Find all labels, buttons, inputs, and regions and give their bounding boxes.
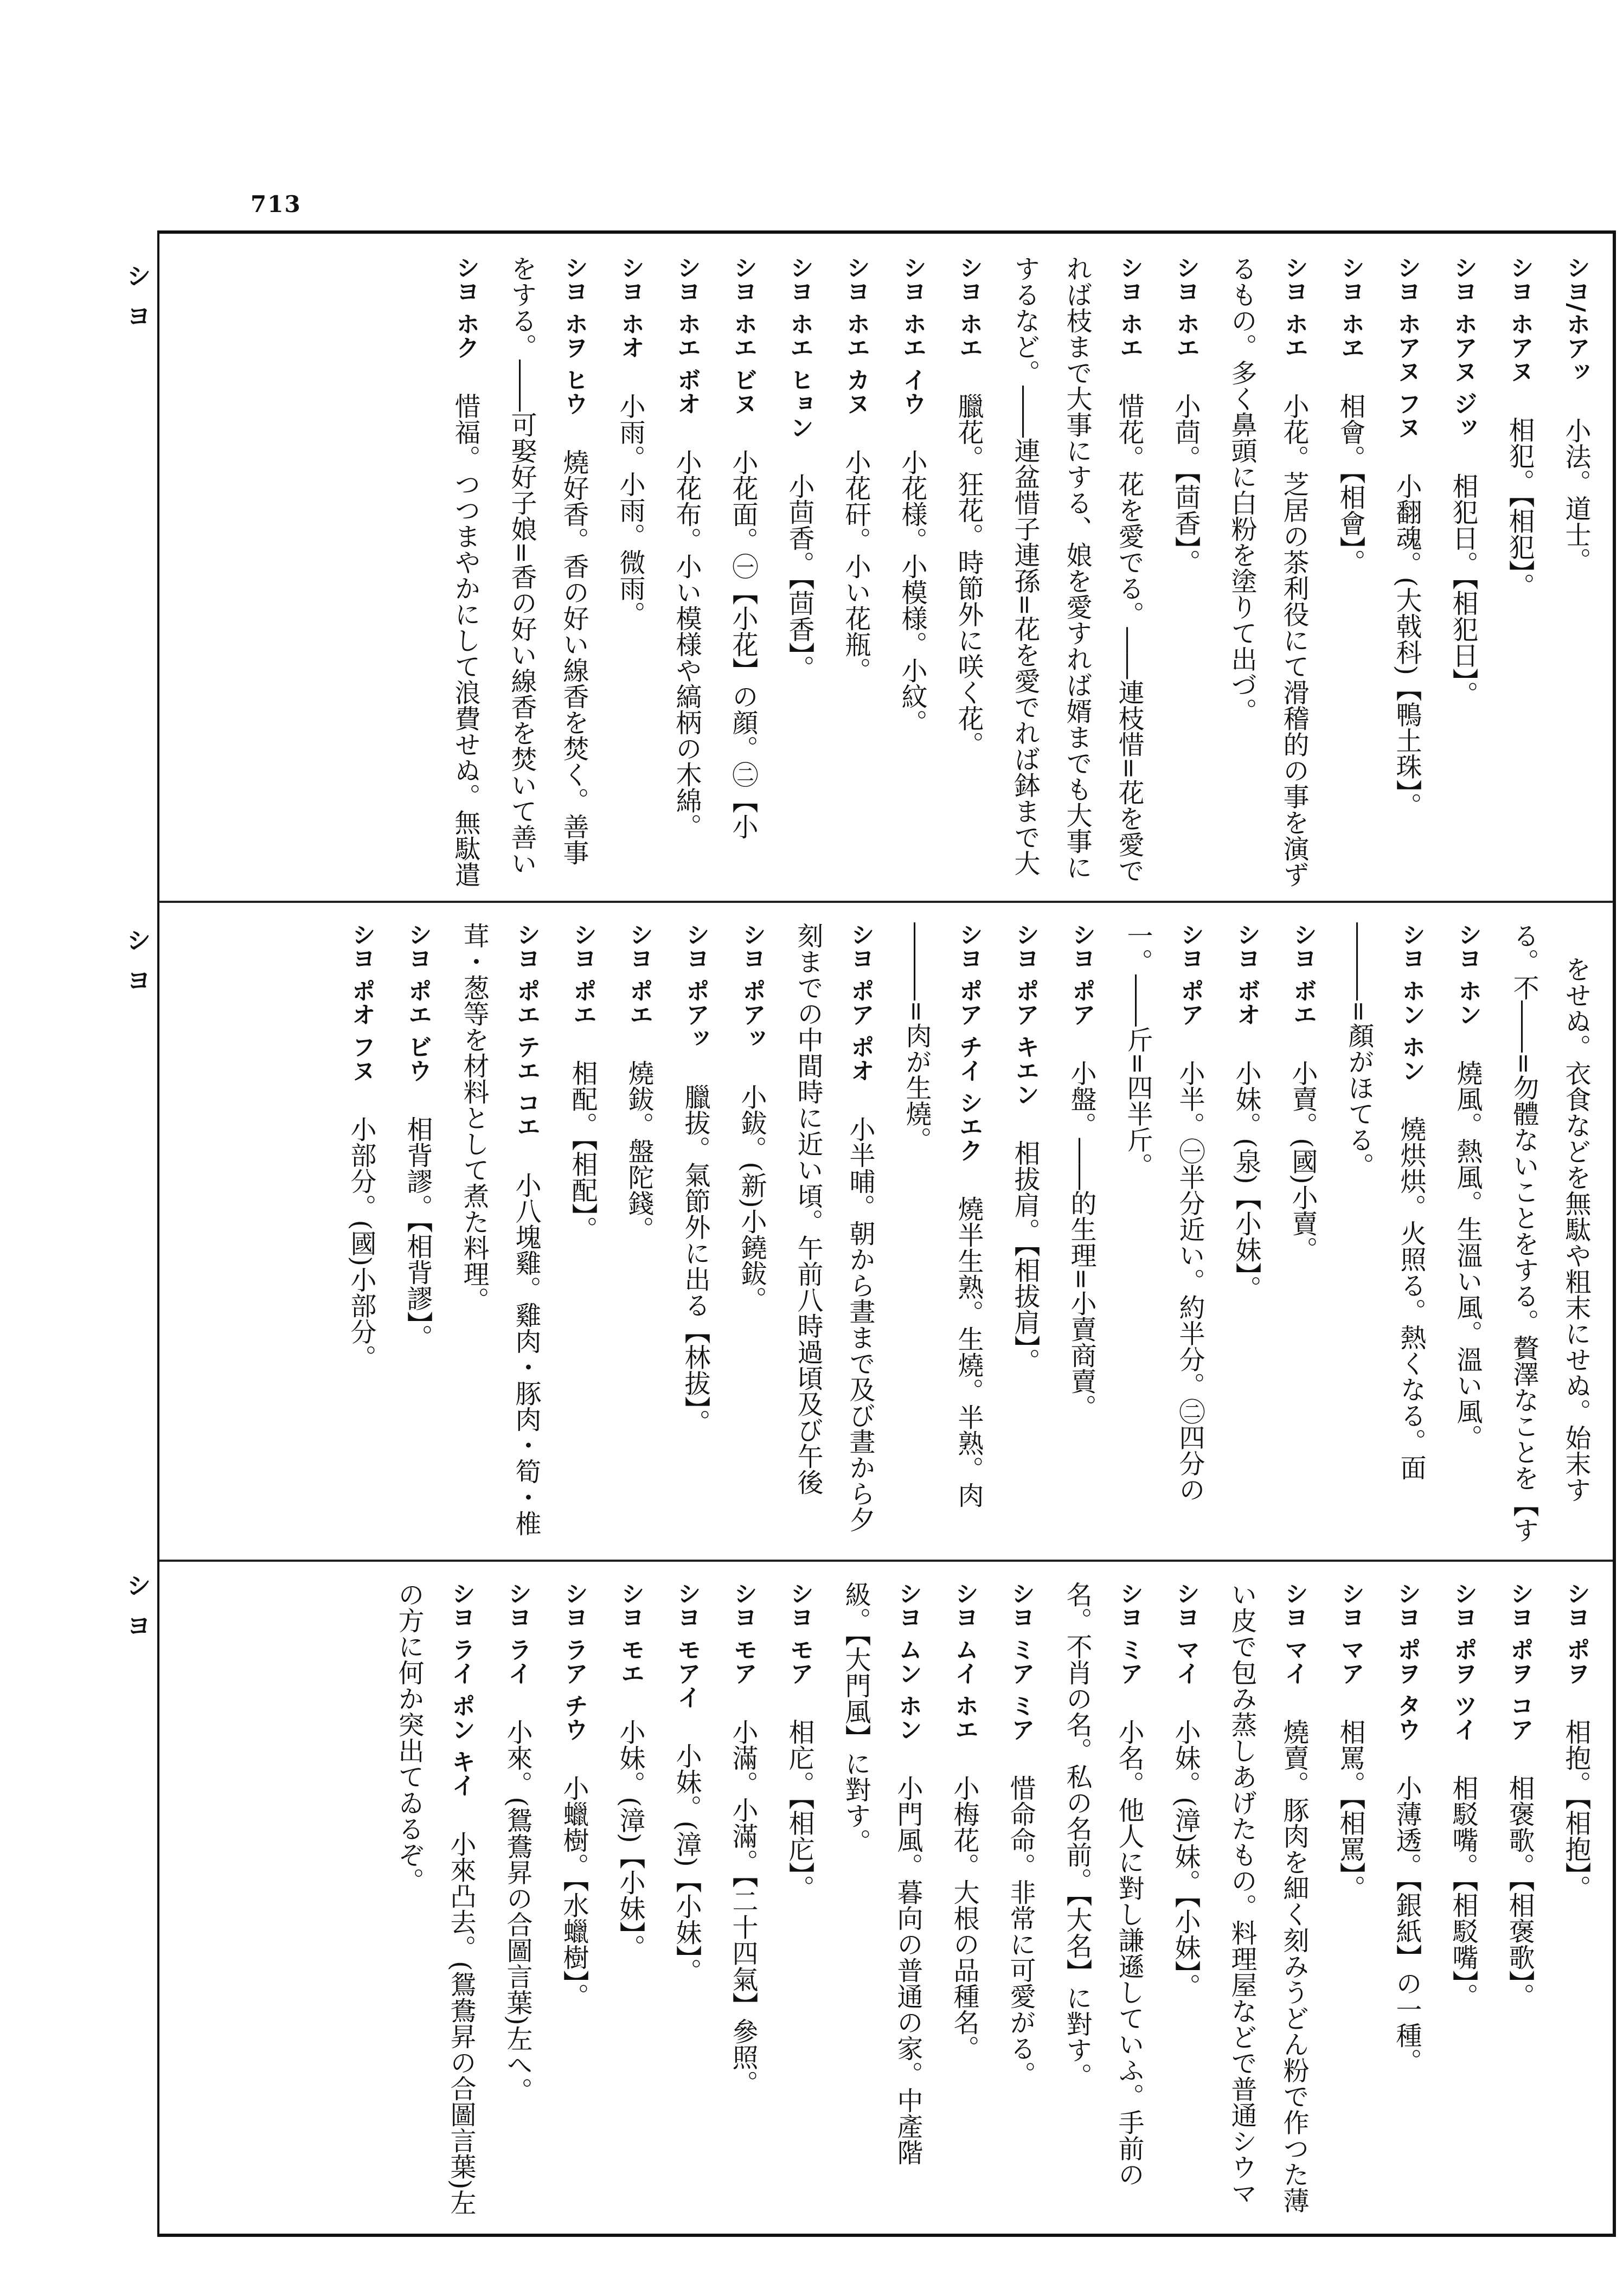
entry-definition: 小來。(鴛鴦昇の合圖言葉)左へ。 bbox=[502, 1718, 533, 2103]
dictionary-entry bbox=[383, 1581, 487, 2216]
entry-definition: 小梅花。大根の品種名。 bbox=[949, 1774, 979, 2061]
entry-definition: 小花布。小い模様や縞柄の木綿。 bbox=[671, 448, 702, 839]
dictionary-entry bbox=[717, 255, 769, 890]
entry-reading: シヨ ポア ポオ bbox=[846, 922, 874, 1082]
entry-reading: シヨ ホエ bbox=[1172, 255, 1199, 360]
entry-reading: シヨ モア bbox=[786, 1581, 813, 1685]
entry-definition: をせぬ。衣食などを無駄や粗末にせぬ。始末する。不――=勿體ないことをする。贅澤なことを【す bbox=[1509, 922, 1591, 1543]
dictionary-entry bbox=[938, 1581, 990, 2216]
entry-definition: 燒烘烘。火照る。熱くなる。面―――=顏がほてる。 bbox=[1344, 922, 1426, 1480]
dictionary-entry bbox=[604, 255, 656, 890]
entry-reading: シヨ ホエ ビヌ bbox=[729, 255, 757, 415]
entry-reading: シヨ ポアッ bbox=[738, 922, 766, 1050]
entry-reading: シヨ ホエ bbox=[955, 255, 983, 360]
dictionary-entry bbox=[604, 1581, 656, 2216]
entry-reading: シヨ ホエ イウ bbox=[899, 255, 926, 415]
entry-definition: 小八塊雞。雞肉・豚肉・筍・椎茸・葱等を材料として煮た料理。 bbox=[459, 922, 541, 1536]
dictionary-entry bbox=[1441, 922, 1493, 1546]
dictionary-entry bbox=[886, 255, 938, 890]
dictionary-entry bbox=[660, 1581, 713, 2216]
dictionary-entry bbox=[1216, 255, 1320, 890]
entry-definition: 惜花。花を愛でる。――連枝惜=花を愛でれば枝まで大事にする、娘を愛すれば婿までも大事にするなど。――連盆惜子連孫=花を愛でれば鉢まで大 bbox=[1010, 255, 1144, 883]
dictionary-entry bbox=[669, 922, 721, 1546]
entry-reading: シヨ ポエ テエ コエ bbox=[512, 922, 540, 1138]
entry-definition: 小茴香。【茴香】。 bbox=[784, 472, 814, 681]
entry-definition: 小部分。(國)小部分。 bbox=[346, 1115, 376, 1371]
section-top bbox=[181, 255, 1602, 890]
dictionary-entry bbox=[890, 922, 995, 1546]
entry-reading: シヨ ポエ bbox=[625, 922, 653, 1027]
entry-reading: シヨ ポアッ bbox=[682, 922, 709, 1050]
dictionary-entry bbox=[392, 922, 444, 1546]
entry-reading: シヨ ミア ミア bbox=[1007, 1581, 1035, 1741]
entry-reading: シヨ ホアヌ bbox=[1506, 255, 1534, 383]
entry-definition: 小半。㊀半分近い。約半分。㊁四分の一。――斤=四半斤。 bbox=[1122, 922, 1205, 1503]
dictionary-entry bbox=[1324, 255, 1376, 890]
entry-definition: 相犯。【相犯】。 bbox=[1504, 416, 1535, 599]
dictionary-entry bbox=[995, 1581, 1047, 2216]
dictionary-entry bbox=[942, 255, 995, 890]
dictionary-entry bbox=[1437, 1581, 1489, 2216]
dictionary-entry bbox=[999, 922, 1051, 1546]
entry-definition: 小門風。暮向の普通の家。中產階級。【大門風】に對す。 bbox=[841, 1581, 923, 2165]
margin-heading-top: シヨ bbox=[123, 263, 152, 343]
entry-definition: 相會。【相會】。 bbox=[1335, 393, 1365, 575]
entry-reading: シヨ ラア チウ bbox=[560, 1581, 588, 1741]
entry-reading: シヨ ホヱ bbox=[1337, 255, 1364, 360]
margin-heading-bottom: シヨ bbox=[123, 1573, 152, 1653]
dictionary-frame bbox=[157, 230, 1616, 2237]
dictionary-entry bbox=[556, 922, 608, 1546]
dictionary-entry bbox=[1498, 922, 1602, 1546]
entry-reading: シヨ ホエ bbox=[1115, 255, 1143, 360]
entry-definition: 相抱。【相抱】。 bbox=[1561, 1718, 1591, 1901]
entry-definition: 小薄透。【銀紙】の一種。 bbox=[1391, 1774, 1422, 2074]
dictionary-entry bbox=[1493, 1581, 1545, 2216]
dictionary-entry bbox=[1324, 1581, 1376, 2216]
entry-reading: シヨ ポヲ コア bbox=[1506, 1581, 1534, 1741]
entry-definition: 小妹。(漳)妹。【小妹】。 bbox=[1170, 1718, 1201, 1999]
entry-definition: 相背謬。【相背謬】。 bbox=[402, 1115, 433, 1350]
dictionary-entry bbox=[496, 255, 600, 890]
entry-reading: シヨ ホエ ヒョン bbox=[786, 255, 813, 439]
entry-definition: 燒半生熟。生燒。半熟。肉―――=肉が生燒。 bbox=[901, 922, 984, 1508]
entry-reading: シヨ マア bbox=[1337, 1581, 1364, 1685]
entry-reading: シヨ ホオ bbox=[617, 255, 644, 360]
dictionary-entry bbox=[1381, 255, 1433, 890]
entry-reading: シヨ モア bbox=[729, 1581, 757, 1685]
entry-reading: シヨ ホアヌ ジッ bbox=[1449, 255, 1477, 439]
dictionary-entry bbox=[660, 255, 713, 890]
entry-reading: シヨ ホエ bbox=[1280, 255, 1308, 360]
entry-reading: シヨ ホエ ボオ bbox=[673, 255, 701, 415]
entry-definition: 小賣。(國)小賣。 bbox=[1287, 1060, 1318, 1262]
margin-heading-middle: シヨ bbox=[123, 927, 152, 1008]
dictionary-entry bbox=[548, 1581, 600, 2216]
entry-reading: シヨ ポエ ビウ bbox=[404, 922, 432, 1082]
section-divider bbox=[159, 901, 1613, 903]
entry-reading: シヨ ホン ホン bbox=[1397, 922, 1425, 1082]
dictionary-entry bbox=[1276, 922, 1329, 1546]
dictionary-entry bbox=[1437, 255, 1489, 890]
dictionary-entry bbox=[1550, 255, 1602, 890]
dictionary-entry bbox=[1550, 1581, 1602, 2216]
dictionary-entry bbox=[1493, 255, 1545, 890]
entry-reading: シヨ マイ bbox=[1172, 1581, 1199, 1685]
entry-reading: シヨ/ホアッ bbox=[1562, 255, 1590, 384]
entry-definition: 小名。他人に對し謙遜していふ。手前の名。不肖の名。私の名前。【大名】に對す。 bbox=[1062, 1581, 1144, 2188]
dictionary-entry bbox=[613, 922, 665, 1546]
entry-reading: シヨ ホヲ ヒウ bbox=[560, 255, 588, 415]
entry-reading: シヨ ムン ホン bbox=[894, 1581, 922, 1741]
entry-definition: 相犯日。【相犯日】。 bbox=[1448, 472, 1478, 707]
entry-reading: シヨ ホク bbox=[452, 255, 479, 360]
entry-reading: シヨ ホン bbox=[1454, 922, 1481, 1027]
section-divider bbox=[159, 1560, 1613, 1562]
section-middle bbox=[181, 922, 1602, 1546]
entry-definition: 燒賣。豚肉を細く刻みうどん粉で作つた薄い皮で包み蒸しあげたもの。料理屋などで普通シウマ bbox=[1227, 1581, 1309, 2214]
dictionary-entry bbox=[999, 255, 1155, 890]
dictionary-entry bbox=[491, 1581, 543, 2216]
entry-reading: シヨ ポア bbox=[1176, 922, 1204, 1027]
section-bottom bbox=[181, 1581, 1602, 2216]
entry-definition: 相庀。【相庀】。 bbox=[784, 1718, 814, 1901]
dictionary-entry bbox=[448, 922, 552, 1546]
entry-reading: シヨ モエ bbox=[617, 1581, 644, 1685]
entry-definition: 小蠟樹。【水蠟樹】。 bbox=[559, 1774, 589, 2009]
entry-reading: シヨ ポア キエン bbox=[1011, 922, 1039, 1106]
entry-definition: 相罵。【相罵】。 bbox=[1335, 1718, 1365, 1901]
entry-definition: 小來凸去。(鴛鴦昇の合圖言葉)左の方に何か突出てゐるぞ。 bbox=[394, 1581, 476, 2216]
entry-reading: シヨ モアイ bbox=[673, 1581, 701, 1709]
dictionary-entry bbox=[335, 922, 387, 1546]
entry-definition: 小半晡。朝から晝まで及び晝から夕刻までの中間時に近い頃。午前八時過頃及び午後 bbox=[793, 922, 875, 1532]
entry-definition: 小法。道士。 bbox=[1561, 417, 1591, 574]
entry-definition: 燒鈸。盤陀錢。 bbox=[624, 1060, 654, 1242]
entry-definition: 燒風。熱風。生溫い風。溫い風。 bbox=[1452, 1060, 1483, 1451]
entry-reading: シヨ マイ bbox=[1280, 1581, 1308, 1685]
entry-reading: シヨ ライ ポン キイ bbox=[447, 1581, 475, 1797]
entry-definition: 小妹。(漳)【小妹】。 bbox=[671, 1742, 702, 1984]
entry-reading: シヨ ポヲ bbox=[1562, 1581, 1590, 1685]
entry-reading: シヨ ムイ ホエ bbox=[951, 1581, 978, 1741]
entry-definition: 燒好香。香の好い線香を焚く。善事をする。――可娶好子娘=香の好い線香を焚いて善い bbox=[506, 255, 589, 876]
entry-reading: シヨ ライ bbox=[504, 1581, 531, 1685]
dictionary-entry bbox=[1220, 922, 1272, 1546]
dictionary-entry bbox=[439, 255, 491, 890]
entry-definition: 相褒歌。【相褒歌】。 bbox=[1504, 1774, 1535, 2009]
dictionary-entry bbox=[1112, 922, 1216, 1546]
entry-definition: 相配。【相配】。 bbox=[567, 1060, 598, 1242]
entry-reading: シヨ ポヲ タウ bbox=[1393, 1581, 1421, 1741]
entry-definition: 小茴。【茴香】。 bbox=[1170, 393, 1201, 575]
entry-reading: シヨ ポオ フヌ bbox=[348, 922, 375, 1082]
dictionary-entry bbox=[773, 255, 825, 890]
dictionary-entry bbox=[717, 1581, 769, 2216]
entry-definition: 臘拔。氣節外に出る【林拔】。 bbox=[680, 1083, 710, 1435]
entry-reading: シヨ ボオ bbox=[1233, 922, 1260, 1027]
entry-definition: 相駁嘴。【相駁嘴】。 bbox=[1448, 1774, 1478, 2009]
entry-reading: シヨ ポヲ ツイ bbox=[1449, 1581, 1477, 1741]
dictionary-entry bbox=[1216, 1581, 1320, 2216]
entry-reading: シヨ ポア チイ シエク bbox=[955, 922, 983, 1162]
entry-definition: 小花矸。小い花瓶。 bbox=[841, 448, 871, 683]
entry-reading: シヨ ミア bbox=[1115, 1581, 1143, 1685]
entry-reading: シヨ ホエ カヌ bbox=[842, 255, 870, 415]
entry-definition: 小花。芝居の茶利役にて滑稽的の事を演ずるもの。多く鼻頭に白粉を塗りて出づ。 bbox=[1227, 255, 1309, 888]
entry-reading: シヨ ポエ bbox=[569, 922, 596, 1027]
entry-definition: 小妹。(漳)【小妹】。 bbox=[615, 1718, 645, 1960]
dictionary-entry bbox=[1381, 1581, 1433, 2216]
dictionary-entry bbox=[1159, 1581, 1211, 2216]
entry-definition: 小鈸。(新)小鐃鈸。 bbox=[736, 1083, 767, 1312]
dictionary-entry bbox=[726, 922, 778, 1546]
dictionary-entry bbox=[1333, 922, 1437, 1546]
entry-definition: 小花面。㊀【小花】の顔。㊁【小 bbox=[728, 448, 758, 839]
entry-definition: 相拔肩。【相拔肩】。 bbox=[1010, 1139, 1040, 1374]
dictionary-entry bbox=[782, 922, 886, 1546]
entry-definition: 小雨。小雨。微雨。 bbox=[615, 393, 645, 627]
entry-definition: 小翻魂。(大戟科)【鴨土珠】。 bbox=[1391, 472, 1422, 819]
entry-definition: 小花様。小模様。小紋。 bbox=[897, 448, 927, 735]
entry-definition: 臘花。狂花。時節外に咲く花。 bbox=[953, 393, 984, 758]
dictionary-entry bbox=[830, 1581, 934, 2216]
entry-definition: 小盤。――的生理=小賣商賣。 bbox=[1066, 1060, 1096, 1420]
dictionary-entry bbox=[1159, 255, 1211, 890]
entry-definition: 小妹。(泉)【小妹】。 bbox=[1231, 1060, 1261, 1301]
entry-reading: シヨ ポア bbox=[1068, 922, 1095, 1027]
dictionary-entry bbox=[773, 1581, 825, 2216]
entry-reading: シヨ ボエ bbox=[1289, 922, 1317, 1027]
dictionary-entry bbox=[1051, 1581, 1155, 2216]
entry-reading: シヨ ホアヌ フヌ bbox=[1393, 255, 1421, 439]
dictionary-entry bbox=[1055, 922, 1107, 1546]
entry-definition: 小滿。小滿。【二十四氣】參照。 bbox=[728, 1718, 758, 2096]
dictionary-entry bbox=[830, 255, 882, 890]
entry-definition: 惜福。つつまやかにして浪費せぬ。無駄遣 bbox=[450, 393, 480, 888]
entry-definition: 惜命命。非常に可愛がる。 bbox=[1005, 1774, 1036, 2087]
page-number: 713 bbox=[251, 191, 301, 217]
